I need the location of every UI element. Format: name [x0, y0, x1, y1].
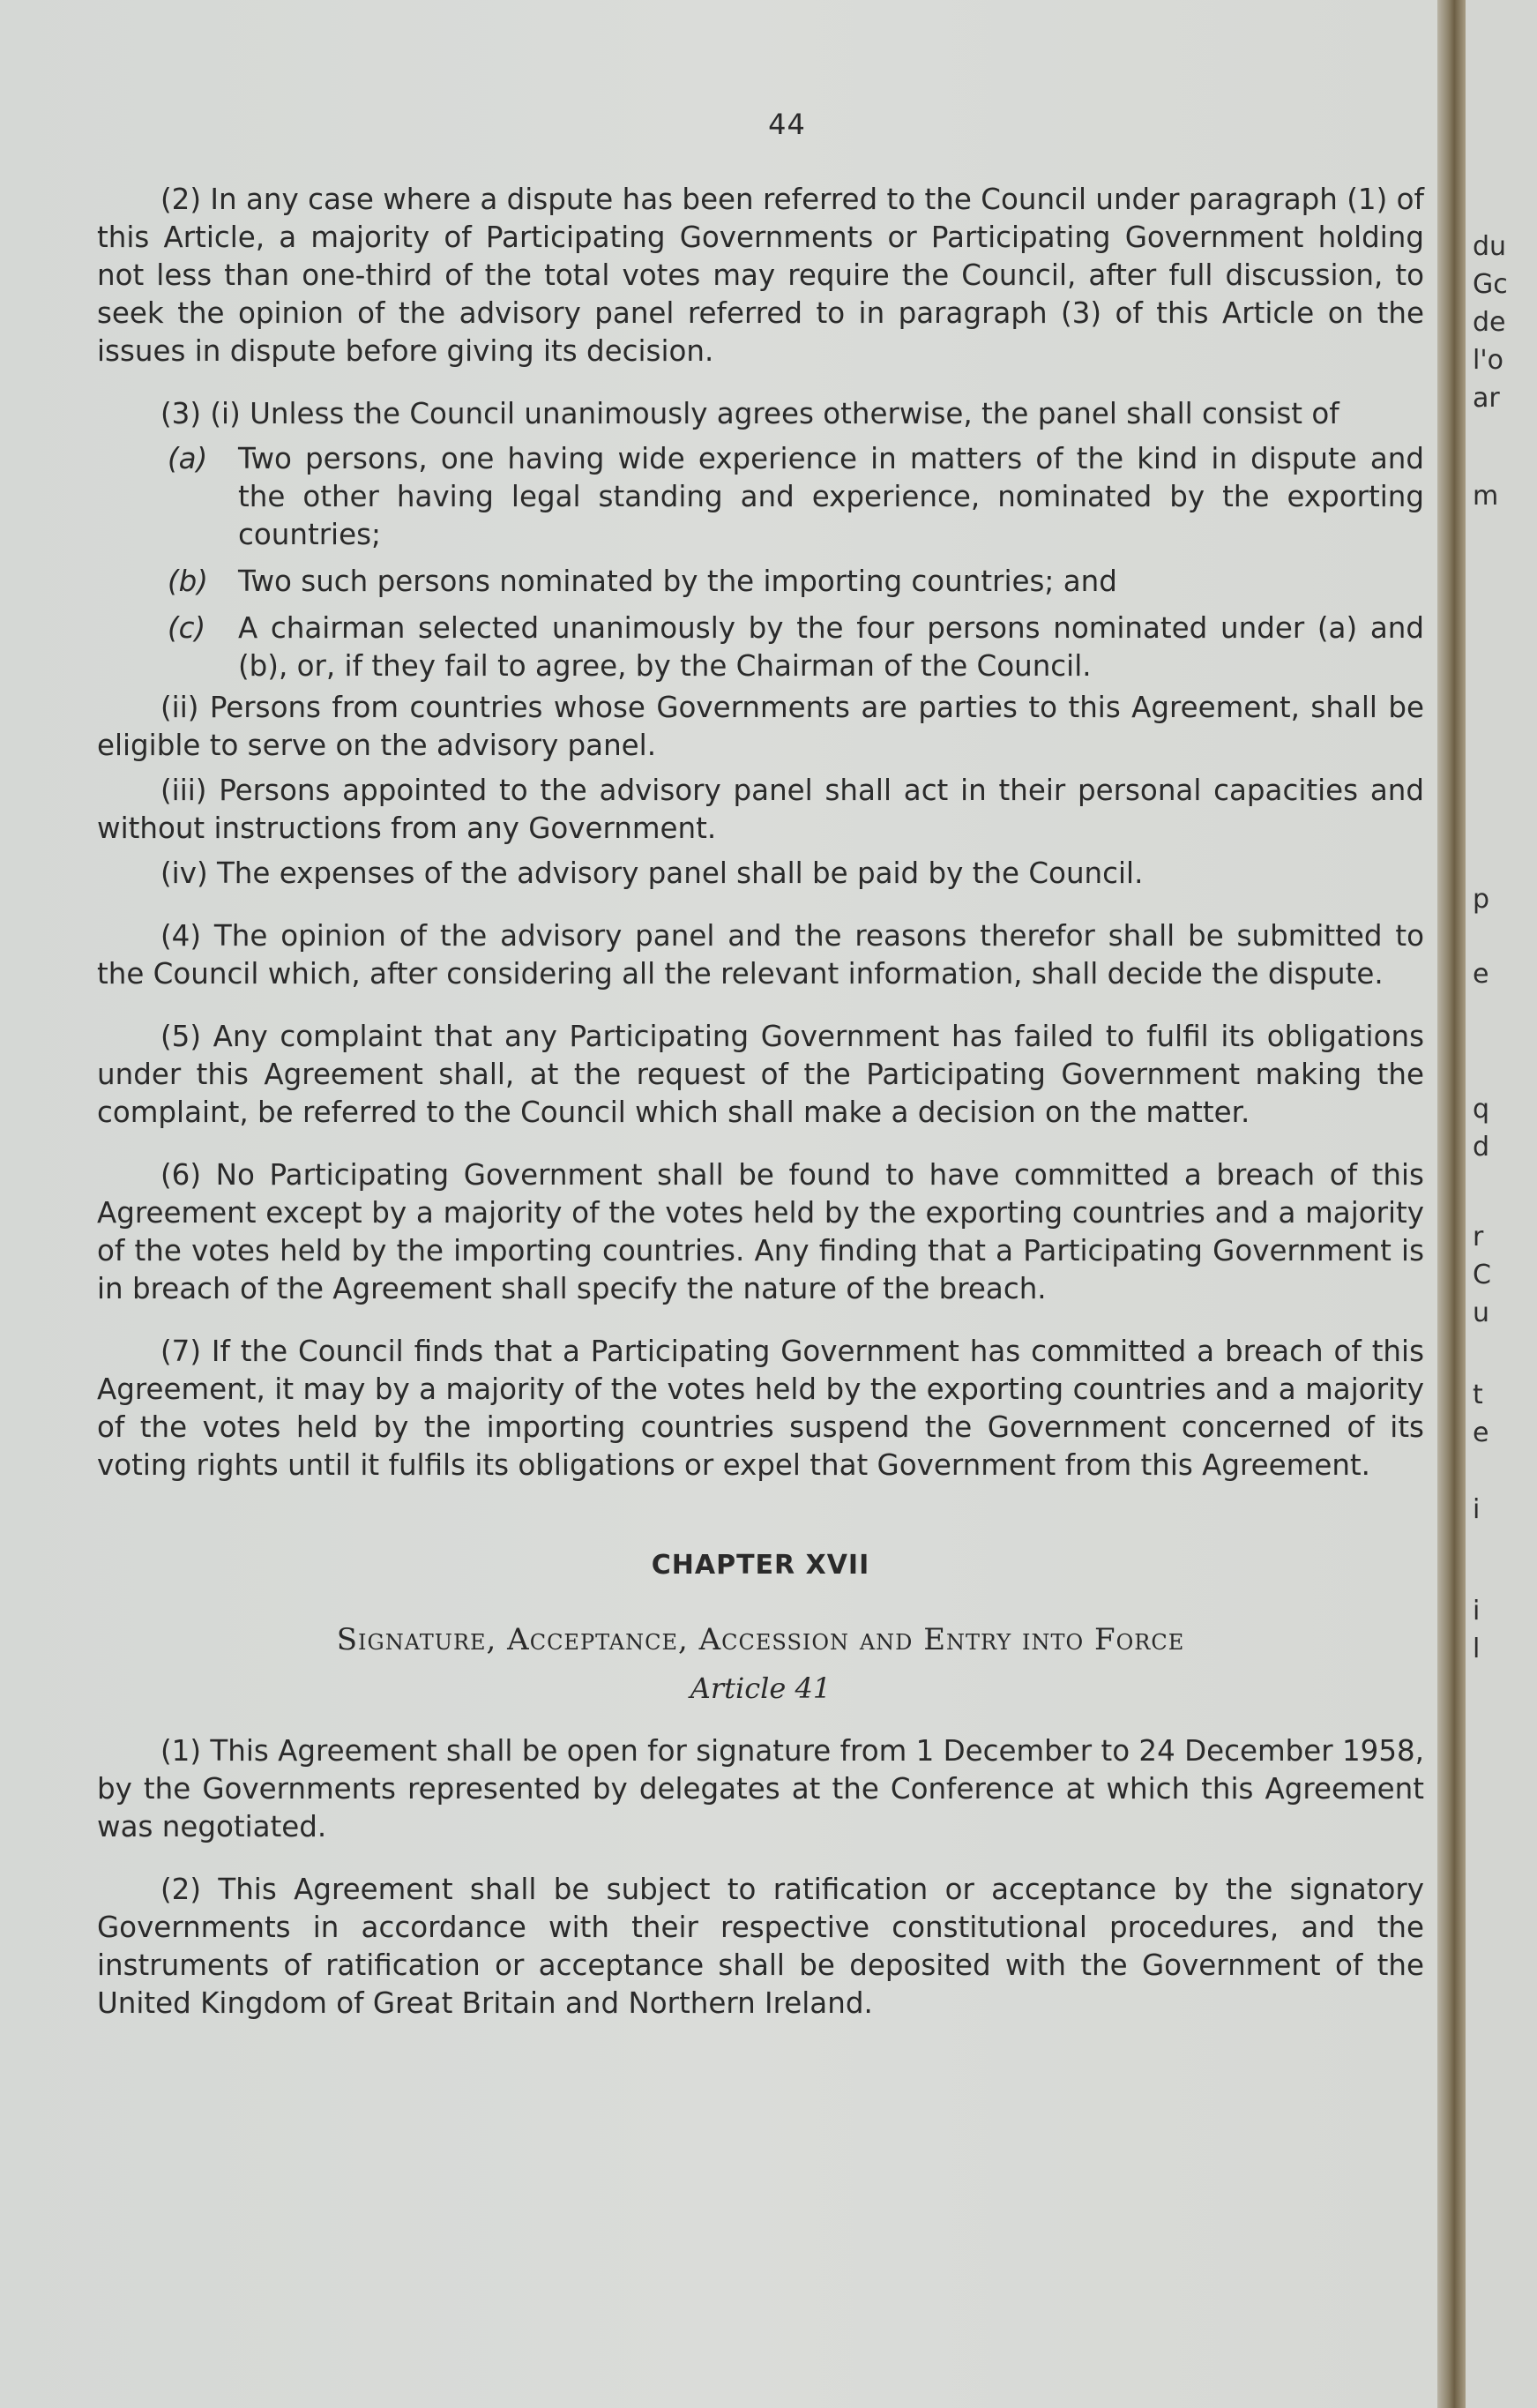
list-item-a — [168, 440, 1424, 554]
facing-fragment: ar — [1473, 383, 1500, 414]
facing-fragment: de — [1473, 307, 1506, 338]
page-content — [97, 106, 1424, 2047]
facing-fragment: e — [1473, 959, 1489, 990]
facing-fragment: t — [1473, 1380, 1483, 1410]
list-text-b: Two such persons nominated by the importing countries; and — [238, 565, 1117, 598]
facing-fragment: r — [1473, 1222, 1484, 1253]
paragraph-7: (7) If the Council finds that a Participating Government has committed a breach of this Agreement, it may by a majority of the votes held by the exporting countries and a majority of the votes held by the importing countries suspend the Government concerned of its voting rights until it fulfils its obligations or expel that Government from this Agreement. — [97, 1335, 1424, 1482]
facing-fragment: l — [1473, 1634, 1481, 1664]
facing-fragment: C — [1473, 1260, 1491, 1290]
article-41-paragraph-2: (2) This Agreement shall be subject to ratification or acceptance by the signatory Governments in accordance with their respective constitutional procedures, and the instruments of ratification or acceptance shall be deposited with the Government of the United Kingdom of Great Britain and Northern Ireland. — [97, 1873, 1424, 2020]
facing-fragment: e — [1473, 1417, 1489, 1448]
facing-fragment: du — [1473, 231, 1507, 262]
paragraph-4: (4) The opinion of the advisory panel and the reasons therefor shall be submitted to the Council which, after considering all the relevant information, shall decide the dispute. — [97, 919, 1424, 991]
paragraph-3-intro: (3) (i) Unless the Council unanimously agrees otherwise, the panel shall consist of — [160, 397, 1339, 430]
facing-fragment: m — [1473, 481, 1499, 512]
list-label-a: (a) — [168, 442, 208, 475]
article-heading: Article 41 — [690, 1671, 832, 1705]
page-number: 44 — [768, 108, 806, 141]
paragraph-2: (2) In any case where a dispute has been referred to the Council under paragraph (1) of this Article, a majority of Participating Governments or Participating Government holding not less than one-third of the total votes may require the Council, after full discussion, to seek the opinion of the advisory panel referred to in paragraph (3) of this Article on the issues in dispute before giving its decision. — [97, 183, 1424, 368]
paragraph-3-ii: (ii) Persons from countries whose Governments are parties to this Agreement, shall be eligible to serve on the advisory panel. — [97, 691, 1424, 762]
paragraph-3-iii: (iii) Persons appointed to the advisory panel shall act in their personal capacities and without instructions from any Government. — [97, 774, 1424, 845]
list-text-c: A chairman selected unanimously by the four persons nominated under (a) and (b), or, if they fail to agree, by the Chairman of the Council. — [238, 611, 1424, 683]
chapter-heading: Signature, Acceptance, Accession and Entry into Force — [336, 1622, 1185, 1657]
facing-fragment: l'o — [1473, 345, 1503, 376]
list-item-b — [168, 563, 1424, 601]
facing-fragment: d — [1473, 1132, 1490, 1163]
facing-fragment: i — [1473, 1494, 1481, 1525]
paragraph-6: (6) No Participating Government shall be found to have committed a breach of this Agreement except by a majority of the votes held by the exporting countries and a majority of the votes held by the importing countries. Any finding that a Participating Government is in breach of the Agreement shall specify the nature of the breach. — [97, 1158, 1424, 1305]
facing-fragment: u — [1473, 1297, 1490, 1328]
list-item-c — [168, 609, 1424, 685]
facing-fragment: q — [1473, 1094, 1490, 1125]
list-label-c: (c) — [168, 611, 206, 645]
facing-page-edge — [1466, 0, 1537, 2408]
facing-fragment: p — [1473, 884, 1490, 915]
facing-fragment: Gc — [1473, 269, 1508, 300]
list-text-a: Two persons, one having wide experience in matters of the kind in dispute and the other having legal standing and experience, nominated by the exporting countries; — [238, 442, 1424, 551]
paragraph-5: (5) Any complaint that any Participating Government has failed to fulfil its obligations under this Agreement shall, at the request of the Participating Government making the complaint, be referred to the Council which shall make a decision on the matter. — [97, 1020, 1424, 1129]
article-41-paragraph-1: (1) This Agreement shall be open for signature from 1 December to 24 December 1958, by the Governments represented by delegates at the Conference at which this Agreement was negotiated. — [97, 1734, 1424, 1843]
list-label-b: (b) — [168, 565, 208, 598]
book-gutter — [1437, 0, 1466, 2408]
paragraph-3-iv: (iv) The expenses of the advisory panel shall be paid by the Council. — [160, 856, 1144, 890]
chapter-title: CHAPTER XVII — [651, 1550, 870, 1581]
facing-fragment: i — [1473, 1596, 1481, 1627]
